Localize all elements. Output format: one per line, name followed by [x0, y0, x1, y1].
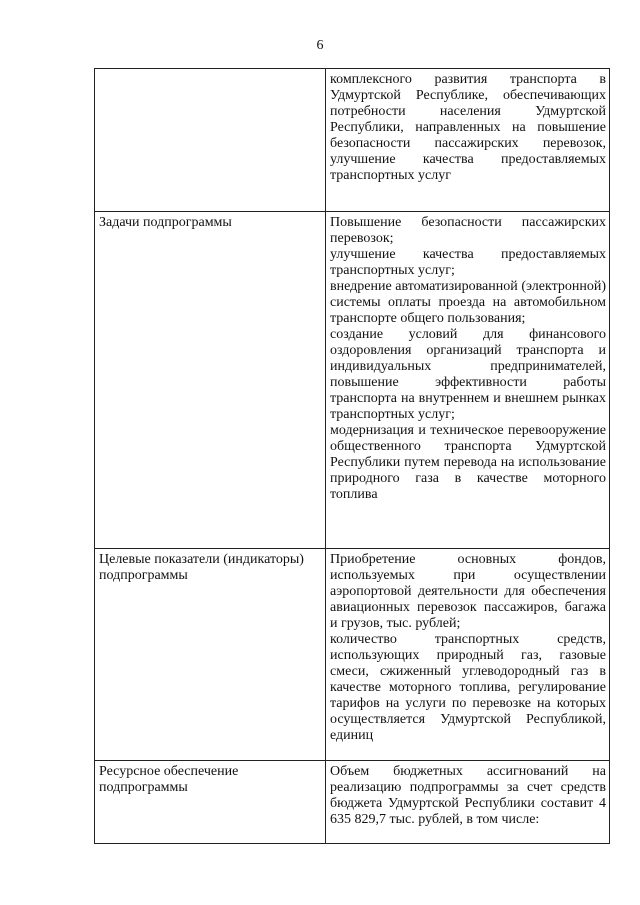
goal-continued-paragraph: комплексного развития транспорта в Удмуртской Республике, обеспечивающих потребности населения Удмуртской Республики, направленных на повышение безопасности пассажирских перевозок, улучшение качества предоставляемых транспортных услуг	[330, 72, 606, 183]
goal-continued-text	[326, 69, 610, 212]
goal-continued-label	[95, 69, 326, 212]
indicator-item: Приобретение основных фондов, используемых при осуществлении аэропортовой деятельности для обеспечения авиационных перевозок пассажиров, багажа и грузов, тыс. рублей;	[330, 552, 606, 631]
table-row-indicators	[95, 549, 610, 761]
task-item: модернизация и техническое перевооружение общественного транспорта Удмуртской Республики путем перевода на использование природного газа в качестве моторного топлива	[330, 423, 606, 502]
task-item: улучшение качества предоставляемых транспортных услуг;	[330, 247, 606, 278]
page-number: 6	[316, 38, 324, 53]
indicators-label: Целевые показатели (индикаторы) подпрограммы	[95, 549, 326, 761]
task-item: создание условий для финансового оздоровления организаций транспорта и индивидуальных предпринимателей, повышение эффективности работы транспорта на внутреннем и внешнем рынках транспортных услуг;	[330, 327, 606, 422]
tasks-label: Задачи подпрограммы	[95, 212, 326, 549]
table-row-resources	[95, 761, 610, 844]
table-row-tasks	[95, 212, 610, 549]
subprogram-passport-table	[94, 68, 610, 844]
resources-content	[326, 761, 610, 844]
table-row-goal-continued	[95, 69, 610, 212]
resources-label: Ресурсное обеспечение подпрограммы	[95, 761, 326, 844]
task-item: Повышение безопасности пассажирских перевозок;	[330, 215, 606, 246]
indicators-content	[326, 549, 610, 761]
task-item: внедрение автоматизированной (электронной) системы оплаты проезда на автомобильном транспорте общего пользования;	[330, 279, 606, 326]
tasks-content	[326, 212, 610, 549]
indicator-item: количество транспортных средств, использующих природный газ, газовые смеси, сжиженный углеводородный газ в качестве моторного топлива, регулирование тарифов на услуги по перевозке на которых осуществляется Удмуртской Республикой, единиц	[330, 632, 606, 743]
resources-paragraph: Объем бюджетных ассигнований на реализацию подпрограммы за счет средств бюджета Удмуртской Республики составит 4 635 829,7 тыс. рублей, в том числе:	[330, 764, 606, 827]
